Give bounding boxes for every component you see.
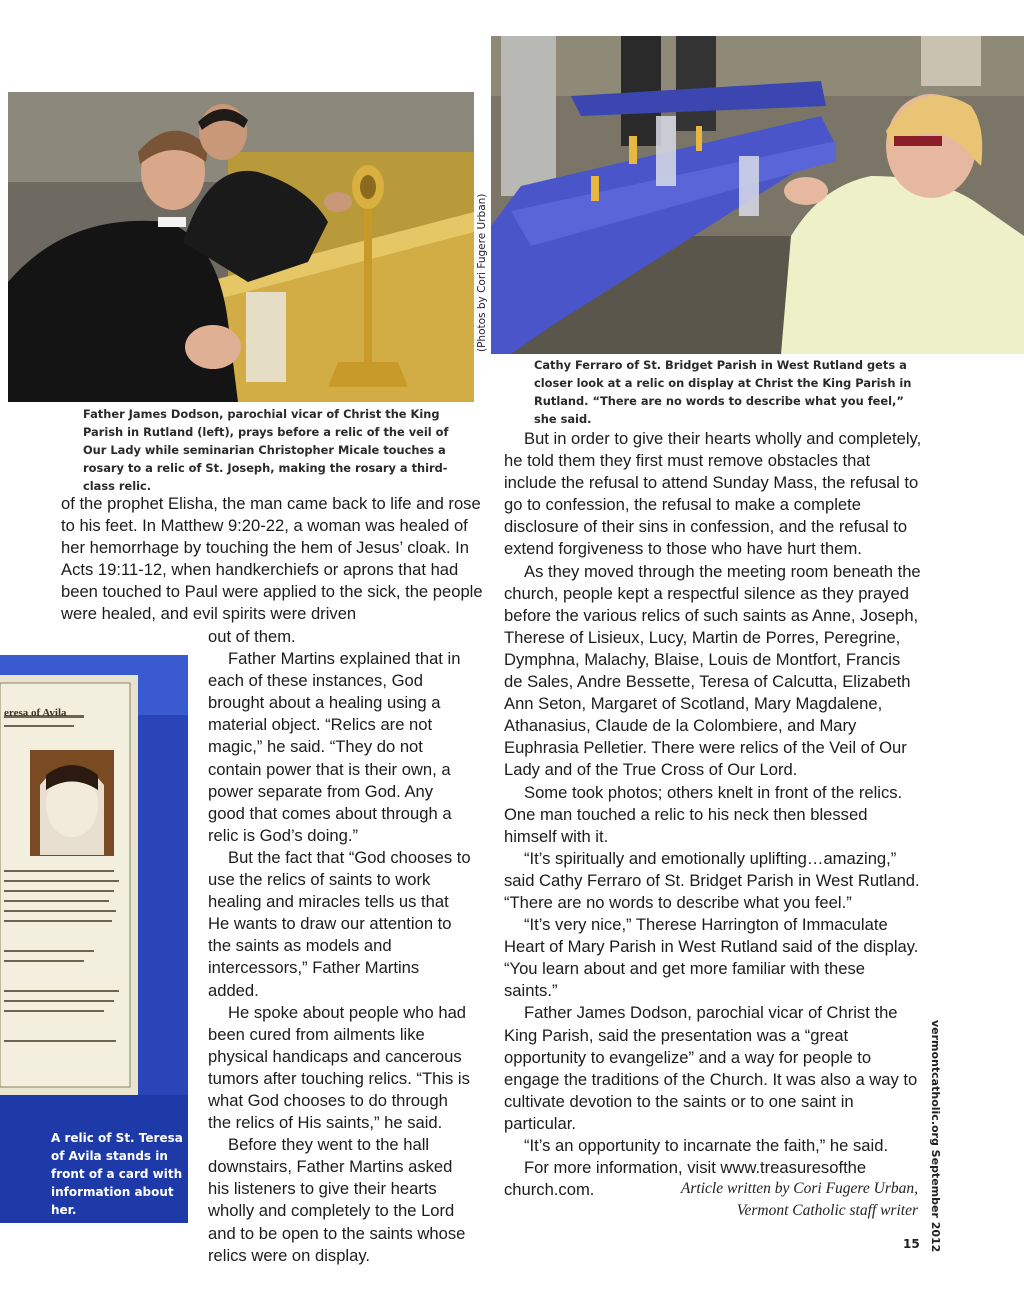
lead-paragraph: of the prophet Elisha, the man came back to life and rose to his feet. In Matthew 9:20-22, a woman was healed of her hemorrhage by touching the hem of Jesus’ cloak. In Acts 19:11-12, when handkerchiefs or aprons that had been touched to Paul were applied to the sick, the people were healed, and evil spirits were driven xyxy=(61,494,483,624)
right-paragraph-6: Father James Dodson, parochial vicar of Christ the King Parish, said the presentation was a “great opportunity to evangelize” and a way for people to engage the traditions of the Church. It was also a way to cultivate devotion to the saints or to one saint in particular. xyxy=(504,1003,918,1133)
right-paragraph-1: But in order to give their hearts wholly and completely, he told them they first must remove obstacles that include the refusal to attend Sunday Mass, the refusal to go to confession, the refusal to make a complete disclosure of their sins in confession, and the refusal to extend forgiveness to those who have hurt them. xyxy=(504,429,922,559)
right-paragraph-7: “It’s an opportunity to incarnate the faith,” he said. xyxy=(524,1136,889,1155)
page-number: 15 xyxy=(903,1237,920,1251)
woman-at-relic-table-photo xyxy=(491,36,1024,354)
teresa-caption: A relic of St. Teresa of Avila stands in front of a card with information about her. xyxy=(51,1131,183,1217)
left-paragraph-3: But the fact that “God chooses to use the relics of saints to work healing and miracles tells us that He wants to draw our attention to the saints as models and intercessors,” Father Martins added. xyxy=(208,847,471,1000)
byline-line-2: Vermont Catholic staff writer xyxy=(736,1202,918,1219)
article-byline xyxy=(560,1178,918,1222)
teresa-card-title: eresa of Avila xyxy=(4,707,67,719)
byline-line-1: Article written by Cori Fugere Urban, xyxy=(680,1180,918,1197)
right-column-text xyxy=(504,428,922,1201)
left-column-text xyxy=(208,626,472,1267)
right-paragraph-3: Some took photos; others knelt in front of the relics. One man touched a relic to his neck then blessed himself with it. xyxy=(504,782,903,846)
left-column-lead-text xyxy=(61,493,485,626)
priests-caption: Father James Dodson, parochial vicar of Christ the King Parish in Rutland (left), prays before a relic of the veil of Our Lady while seminarian Christopher Micale touches a rosary to a relic of St. Joseph, making the rosary a third-class relic. xyxy=(83,407,449,493)
woman-caption: Cathy Ferraro of St. Bridget Parish in West Rutland gets a closer look at a relic on display at Christ the King Parish in Rutland. “There are no words to describe what you feel,” she said. xyxy=(534,358,912,426)
priests-photo xyxy=(8,92,474,402)
left-paragraph-4: He spoke about people who had been cured from ailments like physical handicaps and cancerous tumors after touching relics. “This is what God chooses to do through the relics of His saints,” he said. xyxy=(208,1002,470,1133)
left-paragraph-2: Father Martins explained that in each of these instances, God brought about a healing using a material object. “Relics are not magic,” he said. “They do not contain power that is their own, a power separate from God. Any good that comes about through a relic is God’s doing.” xyxy=(208,649,461,845)
right-paragraph-4: “It’s spiritually and emotionally uplifting…amazing,” said Cathy Ferraro of St. Bridget Parish in West Rutland. “There are no words to describe what you feel.” xyxy=(504,848,920,912)
woman-photo xyxy=(491,36,1024,354)
right-paragraph-5: “It’s very nice,” Therese Harrington of Immaculate Heart of Mary Parish in West Rutland said of the display. “You learn about and get more familiar with these saints.” xyxy=(504,915,919,1001)
left-paragraph-1: out of them. xyxy=(208,627,296,646)
right-paragraph-8: For more information, visit www.treasuresofthe church.com. xyxy=(504,1158,867,1200)
right-paragraph-2: As they moved through the meeting room beneath the church, people kept a respectful silence as they prayed before the various relics of such saints as Anne, Joseph, Therese of Lisieux, Lucy, Martin de Porres, Peregrine, Dymphna, Malachy, Blaise, Louis de Montfort, Francis de Sales, Andre Bessette, Teresa of Calcutta, Elizabeth Ann Seton, Margaret of Scotland, Mary Magdalene, Athanasius, Claude de la Colombiere, and Mary Euphrasia Pelletier. There were relics of the Veil of Our Lady and of the True Cross of Our Lord. xyxy=(504,561,921,780)
photo-credit: (Photos by Cori Fugere Urban) xyxy=(476,193,488,352)
left-paragraph-5: Before they went to the hall downstairs, Father Martins asked his listeners to give their hearts wholly and completely to the Lord and to be open to the saints whose relics were on display. xyxy=(208,1135,466,1265)
priests-praying-photo xyxy=(8,92,474,402)
magazine-side-label: vermontcatholic.org September 2012 xyxy=(929,1020,942,1253)
